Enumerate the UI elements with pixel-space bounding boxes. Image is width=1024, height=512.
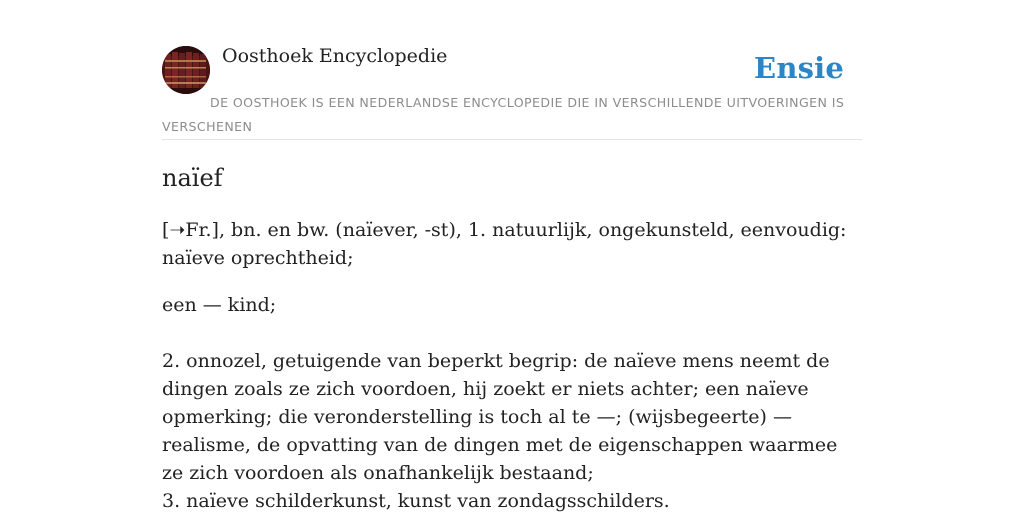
entry-paragraph: 2. onnozel, getuigende van beperkt begrip: de naïeve mens neemt de dingen zoals ze zich voordoen, hij zoekt er niets achter; een naïeve opmerking; die veronderstelling is toch al te —; (wijsbegeerte) — realisme, de opvatting van de dingen met de eigenschappen waarmee ze zich voordoen als onafhankelijk bestaand; [162,350,838,484]
entry-paragraph: een — kind; [162,294,277,316]
header-divider [162,139,862,140]
entry-content [162,160,862,512]
encyclopedia-books-icon[interactable] [162,46,210,94]
entry-paragraph: [➝Fr.], bn. en bw. (naïever, -st), 1. natuurlijk, ongekunsteld, eenvoudig: naïeve oprechtheid; [162,219,847,269]
site-tagline: DE OOSTHOEK IS EEN NEDERLANDSE ENCYCLOPEDIE DIE IN VERSCHILLENDE UITVOERINGEN IS VERSCHENEN [162,95,845,134]
entry-title: naïef [162,164,223,192]
entry-paragraph: 3. naïeve schilderkunst, kunst van zondagsschilders. [162,490,670,512]
site-title[interactable]: Oosthoek Encyclopedie [222,45,448,67]
brand-logo[interactable]: Ensie [754,51,844,85]
